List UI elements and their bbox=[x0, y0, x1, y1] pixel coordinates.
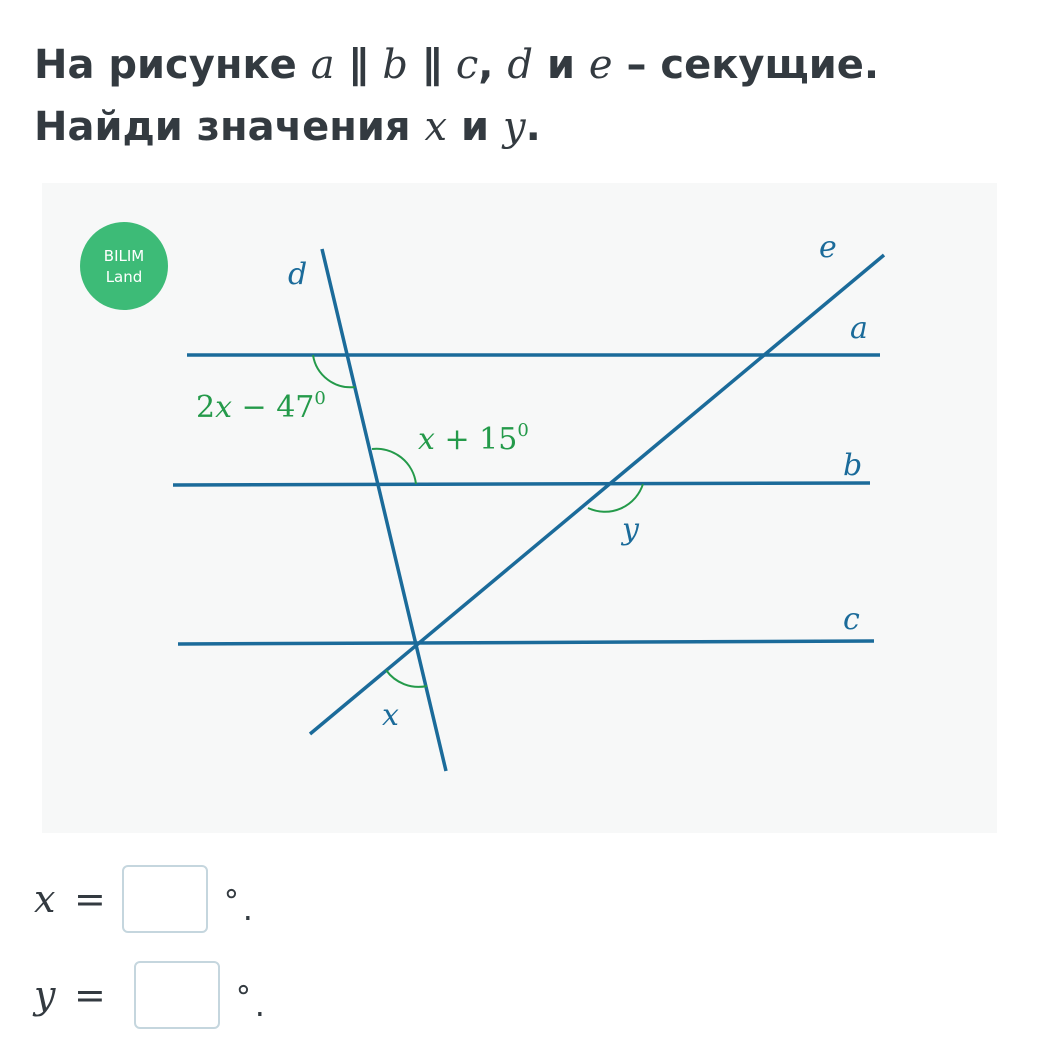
coef: 2 bbox=[196, 390, 216, 425]
equals-sign: = bbox=[74, 877, 106, 921]
var-b: b bbox=[382, 42, 409, 88]
geometry-figure bbox=[42, 183, 997, 833]
var-c: c bbox=[455, 42, 479, 88]
logo-line2: Land bbox=[105, 268, 143, 286]
angle-label-x: x bbox=[382, 698, 399, 733]
logo-line1: BILIM bbox=[103, 247, 145, 265]
degree-sign: ∘ bbox=[222, 875, 241, 911]
question-line2-prefix: Найди значения bbox=[34, 104, 425, 150]
logo-circle bbox=[80, 222, 168, 310]
sup: 0 bbox=[517, 420, 529, 441]
figure-svg bbox=[42, 183, 997, 833]
angle-label-top bbox=[196, 388, 326, 425]
var: x bbox=[418, 422, 435, 457]
answer-var: x bbox=[34, 877, 56, 921]
angle-arc-middle bbox=[372, 449, 416, 484]
and-word: и bbox=[447, 104, 503, 150]
degree-sign: ∘ bbox=[234, 971, 253, 1007]
secant-d bbox=[322, 249, 446, 771]
answer-row-y bbox=[34, 958, 265, 1032]
parallel-sign: ∥ bbox=[334, 42, 383, 88]
label-a: a bbox=[850, 311, 868, 346]
line-c bbox=[178, 641, 874, 644]
answer-y-input[interactable] bbox=[134, 961, 220, 1029]
question-suffix: – секущие. bbox=[612, 42, 880, 88]
answer-row-x bbox=[34, 862, 253, 936]
question-period: . bbox=[525, 104, 541, 150]
angle-label-y: y bbox=[622, 512, 639, 547]
answer-x-input[interactable] bbox=[122, 865, 208, 933]
and-word: и bbox=[533, 42, 589, 88]
equals-sign: = bbox=[74, 973, 106, 1017]
period: . bbox=[242, 890, 253, 928]
sup: 0 bbox=[314, 388, 326, 409]
var-x: x bbox=[424, 104, 448, 150]
var-e: e bbox=[588, 42, 613, 88]
var: x bbox=[215, 390, 233, 425]
period: . bbox=[254, 986, 265, 1024]
comma: , bbox=[478, 42, 508, 88]
var-a: a bbox=[310, 42, 335, 88]
line-b bbox=[173, 483, 870, 485]
angle-label-middle bbox=[418, 420, 529, 457]
rest: − 47 bbox=[232, 390, 315, 425]
label-b: b bbox=[843, 448, 863, 483]
answer-var: y bbox=[34, 973, 56, 1017]
label-d: d bbox=[288, 257, 308, 292]
var-y: y bbox=[502, 104, 526, 150]
bilimland-logo bbox=[80, 222, 168, 310]
secant-e bbox=[310, 255, 884, 734]
var-d: d bbox=[507, 42, 534, 88]
parallel-sign: ∥ bbox=[408, 42, 456, 88]
label-c: c bbox=[843, 602, 860, 637]
angle-arc-y bbox=[588, 484, 643, 512]
rest: + 15 bbox=[434, 422, 518, 457]
question-prefix: На рисунке bbox=[34, 42, 311, 88]
label-e: e bbox=[819, 230, 837, 265]
question-text bbox=[34, 34, 1024, 158]
